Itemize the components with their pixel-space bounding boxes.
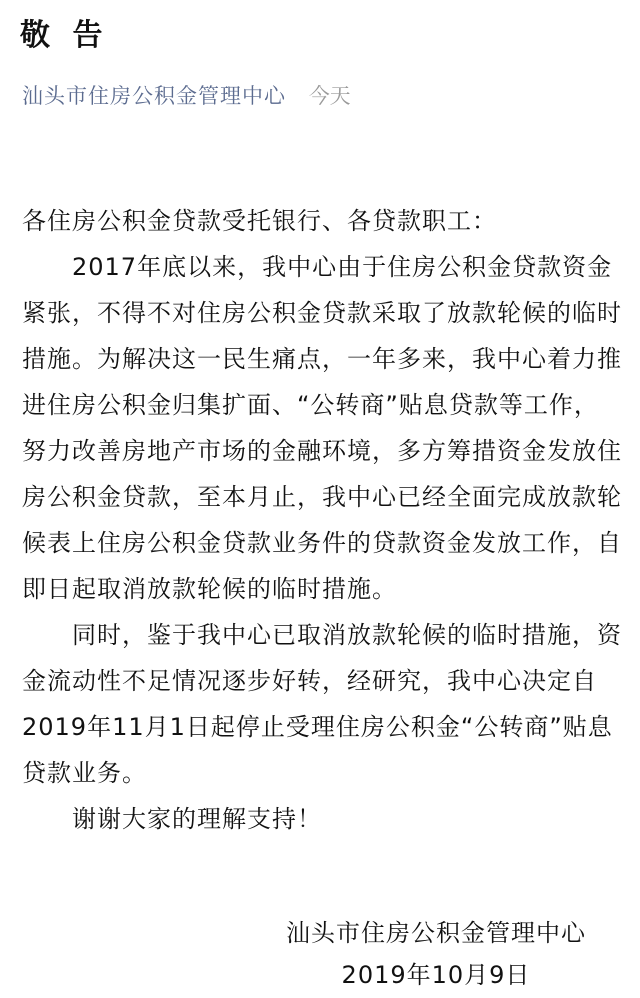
paragraph-3: 谢谢大家的理解支持！ xyxy=(72,805,322,833)
signature-block xyxy=(286,912,586,996)
salutation: 各住房公积金贷款受托银行、各贷款职工： xyxy=(22,207,497,235)
signature-date: 2019年10月9日 xyxy=(341,961,531,989)
signature-organization: 汕头市住房公积金管理中心 xyxy=(286,919,586,947)
article-meta xyxy=(22,80,351,112)
article-body xyxy=(22,198,622,842)
article-title: 敬 告 xyxy=(20,18,109,53)
paragraph-1: 2017年底以来，我中心由于住房公积金贷款资金紧张，不得不对住房公积金贷款采取了放款轮候的临时措施。为解决这一民生痛点，一年多来，我中心着力推进住房公积金归集扩面、“公转商”贴息贷款等工作，努力改善房地产市场的金融环境，多方筹措资金发放住房公积金贷款，至本月止，我中心已经全面完成放款轮候表上住房公积金贷款业务件的贷款资金发放工作，自即日起取消放款轮候的临时措施。 xyxy=(22,253,622,603)
account-name-link[interactable]: 汕头市住房公积金管理中心 xyxy=(22,84,286,108)
publish-date: 今天 xyxy=(308,84,351,108)
paragraph-2: 同时，鉴于我中心已取消放款轮候的临时措施，资金流动性不足情况逐步好转，经研究，我中心决定自2019年11月1日起停止受理住房公积金“公转商”贴息贷款业务。 xyxy=(22,621,622,787)
